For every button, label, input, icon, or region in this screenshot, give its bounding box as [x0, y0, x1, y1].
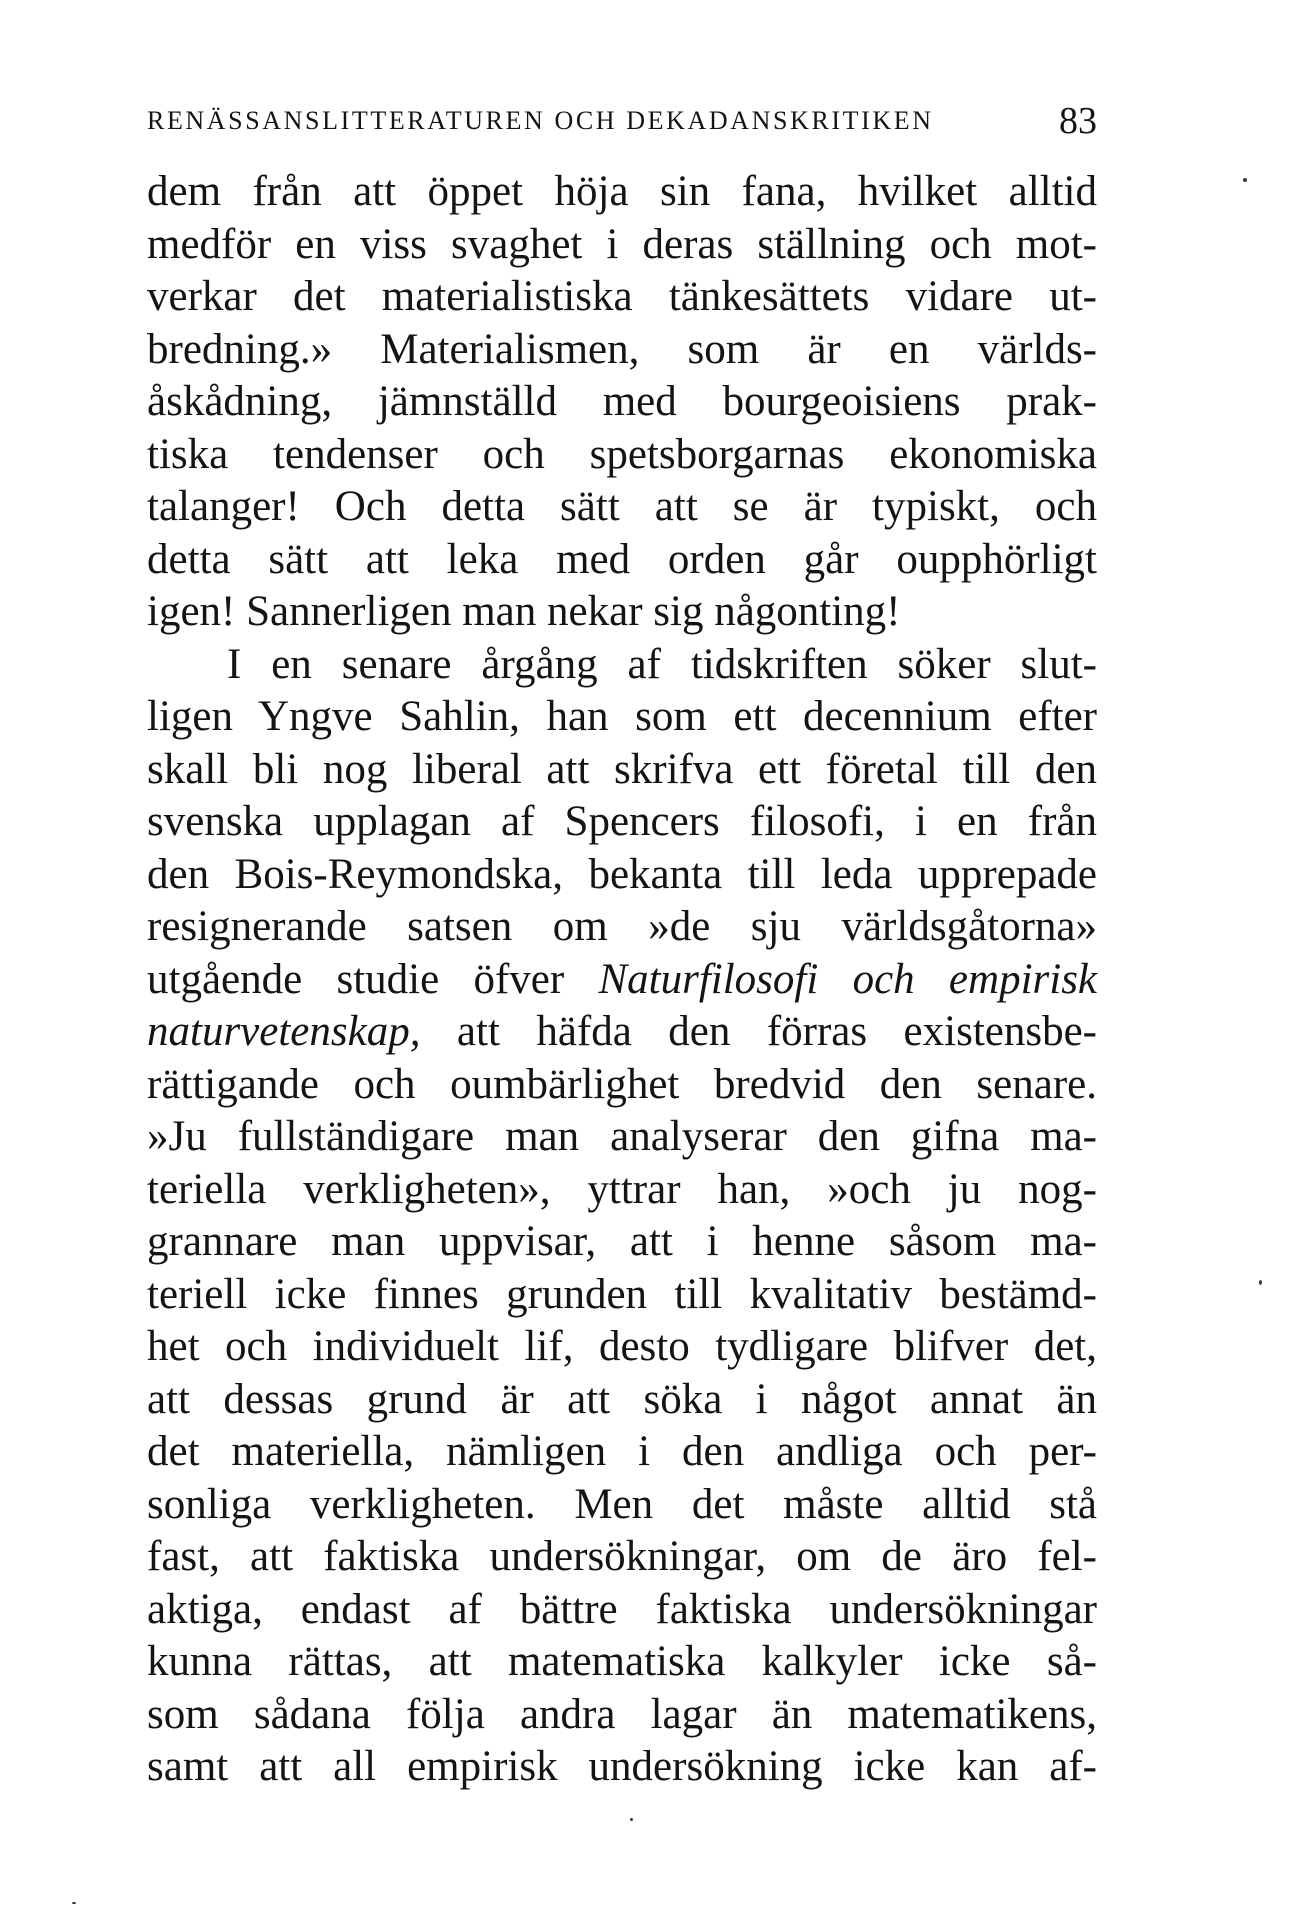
text-line: medför en viss svaghet i deras ställning och mot- [147, 220, 1097, 268]
text-line: att dessas grund är att söka i något annat än [147, 1375, 1097, 1423]
text-line: ligen Yngve Sahlin, han som ett decennium efter [147, 693, 1097, 740]
text-line: samt att all empirisk undersökning icke kan af- [147, 1743, 1097, 1790]
text-line: teriell icke finnes grunden till kvalitativ bestämd- [147, 1270, 1097, 1318]
text-line: tiska tendenser och spetsborgarnas ekonomiska [147, 430, 1097, 478]
text-line: det materiella, nämligen i den andliga och per- [147, 1428, 1097, 1475]
scan-speck [1243, 178, 1247, 182]
text-line: teriella verkligheten», yttrar han, »och ju nog- [147, 1165, 1097, 1213]
text-line: den Bois-Reymondska, bekanta till leda upprepade [147, 850, 1097, 898]
text-line: som sådana följa andra lagar än matematikens, [147, 1690, 1097, 1738]
text-line: rättigande och oumbärlighet bredvid den senare. [147, 1060, 1097, 1108]
text-line: sonliga verkligheten. Men det måste alltid stå [147, 1480, 1097, 1528]
text-line: bredning.» Materialismen, som är en världs- [147, 325, 1097, 373]
text-line: grannare man uppvisar, att i henne såsom ma- [147, 1218, 1097, 1265]
italic-title: Naturfilosofi och empirisk [598, 955, 1098, 1003]
text-line: verkar det materialistiska tänkesättets vidare ut- [147, 273, 1097, 320]
italic-title: naturvetenskap, [147, 1008, 421, 1055]
text-line: dem från att öppet höja sin fana, hvilket alltid [147, 168, 1097, 215]
text-line: detta sätt att leka med orden går oupphörligt [147, 535, 1097, 583]
text-line: fast, att faktiska undersökningar, om de äro fel- [147, 1533, 1097, 1580]
text-line: het och individuelt lif, desto tydligare blifver det, [147, 1323, 1097, 1370]
text-line: igen! Sannerligen man nekar sig någonting! [147, 588, 901, 635]
text-line: resignerande satsen om »de sju världsgåtorna» [147, 903, 1097, 950]
page-number: 83 [1059, 100, 1097, 142]
text-line: åskådning, jämnställd med bourgeoisiens prak- [147, 378, 1097, 425]
page-header [147, 102, 1097, 146]
scan-speck [630, 1818, 633, 1821]
paragraph-1 [147, 166, 1097, 639]
paragraph-2 [147, 639, 1097, 1794]
text-line: »Ju fullständigare man analyserar den gifna ma- [147, 1113, 1097, 1160]
text-line: I en senare årgång af tidskriften söker slut- [227, 640, 1097, 688]
text-line: kunna rättas, att matematiska kalkyler icke så- [147, 1638, 1097, 1685]
text-line: svenska upplagan af Spencers filosofi, i en från [147, 798, 1097, 845]
text-line: talanger! Och detta sätt att se är typiskt, och [147, 483, 1097, 530]
text-line: aktiga, endast af bättre faktiska undersökningar [147, 1585, 1097, 1633]
scan-speck [72, 1902, 76, 1904]
scan-speck [1259, 1280, 1262, 1285]
text-line [147, 954, 1097, 1007]
text-span: att häfda den förras existensbe- [456, 1008, 1097, 1055]
running-head: RENÄSSANSLITTERATUREN OCH DEKADANSKRITIKEN [147, 106, 934, 135]
text-span: utgående studie öfver [147, 955, 565, 1003]
text-line [147, 1006, 1097, 1059]
text-line: skall bli nog liberal att skrifva ett företal till den [147, 745, 1097, 793]
body-text [147, 166, 1097, 1794]
